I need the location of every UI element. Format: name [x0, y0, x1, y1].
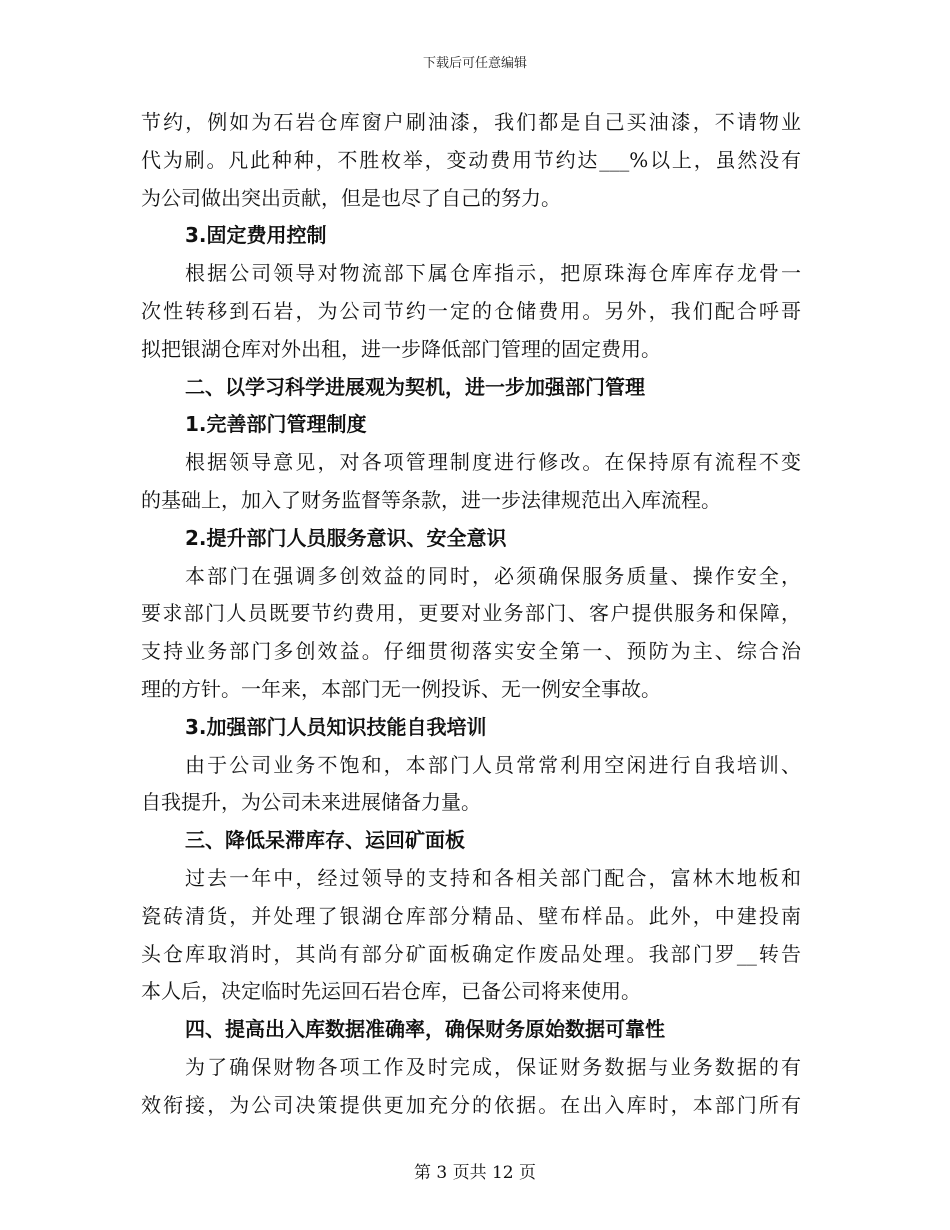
document-body: [141, 104, 801, 1125]
paragraph-line: 为公司做出突出贡献，但是也尽了自己的努力。: [141, 185, 561, 210]
paragraph-line: 效衔接，为公司决策提供更加充分的依据。在出入库时，本部门所有: [141, 1092, 801, 1117]
paragraph-line: 根据公司领导对物流部下属仓库指示，把原珠海仓库库存龙骨一: [185, 261, 801, 286]
paragraph-line: 本部门在强调多创效益的同时，必须确保服务质量、操作安全，: [185, 563, 801, 588]
section-heading: 二、以学习科学进展观为契机，进一步加强部门管理: [185, 374, 645, 399]
paragraph-line: 瓷砖清货，并处理了银湖仓库部分精品、壁布样品。此外，中建投南: [141, 903, 801, 928]
paragraph-line: 本人后，决定临时先运回石岩仓库，已备公司将来使用。: [141, 979, 641, 1004]
section-heading: 2.提升部门人员服务意识、安全意识: [185, 525, 507, 550]
paragraph-line: 节约，例如为石岩仓库窗户刷油漆，我们都是自己买油漆，不请物业: [141, 110, 801, 134]
paragraph-line: 次性转移到石岩，为公司节约一定的仓储费用。另外，我们配合呼哥: [141, 298, 801, 323]
paragraph-line: 要求部门人员既要节约费用，更要对业务部门、客户提供服务和保障，: [141, 601, 801, 626]
paragraph-line: 过去一年中，经过领导的支持和各相关部门配合，富林木地板和: [185, 865, 801, 890]
paragraph-line: 代为刷。凡此种种，不胜枚举，变动费用节约达___%以上，虽然没有: [141, 147, 801, 172]
paragraph-line: 根据领导意见，对各项管理制度进行修改。在保持原有流程不变: [185, 450, 801, 475]
paragraph-line: 理的方针。一年来，本部门无一例投诉、无一例安全事故。: [141, 676, 661, 701]
section-heading: 四、提高出入库数据准确率，确保财务原始数据可靠性: [185, 1017, 665, 1042]
paragraph-line: 为了确保财物各项工作及时完成，保证财务数据与业务数据的有: [185, 1054, 801, 1079]
section-heading: 三、降低呆滞库存、运回矿面板: [185, 828, 465, 853]
paragraph-line: 由于公司业务不饱和，本部门人员常常利用空闲进行自我培训、: [185, 752, 801, 777]
page-footer: 第 3 页共 12 页: [413, 1163, 537, 1183]
section-heading: 3.加强部门人员知识技能自我培训: [185, 714, 487, 739]
paragraph-line: 支持业务部门多创效益。仔细贯彻落实安全第一、预防为主、综合治: [141, 639, 801, 664]
section-heading: 3.固定费用控制: [185, 223, 327, 248]
paragraph-line: 头仓库取消时，其尚有部分矿面板确定作废品处理。我部门罗__转告: [141, 941, 801, 966]
paragraph-line: 的基础上，加入了财务监督等条款，进一步法律规范出入库流程。: [141, 487, 721, 512]
section-heading: 1.完善部门管理制度: [185, 412, 367, 437]
paragraph-line: 拟把银湖仓库对外出租，进一步降低部门管理的固定费用。: [141, 336, 661, 361]
paragraph-line: 自我提升，为公司未来进展储备力量。: [141, 790, 481, 815]
page-header: 下载后可任意编辑: [422, 56, 527, 71]
